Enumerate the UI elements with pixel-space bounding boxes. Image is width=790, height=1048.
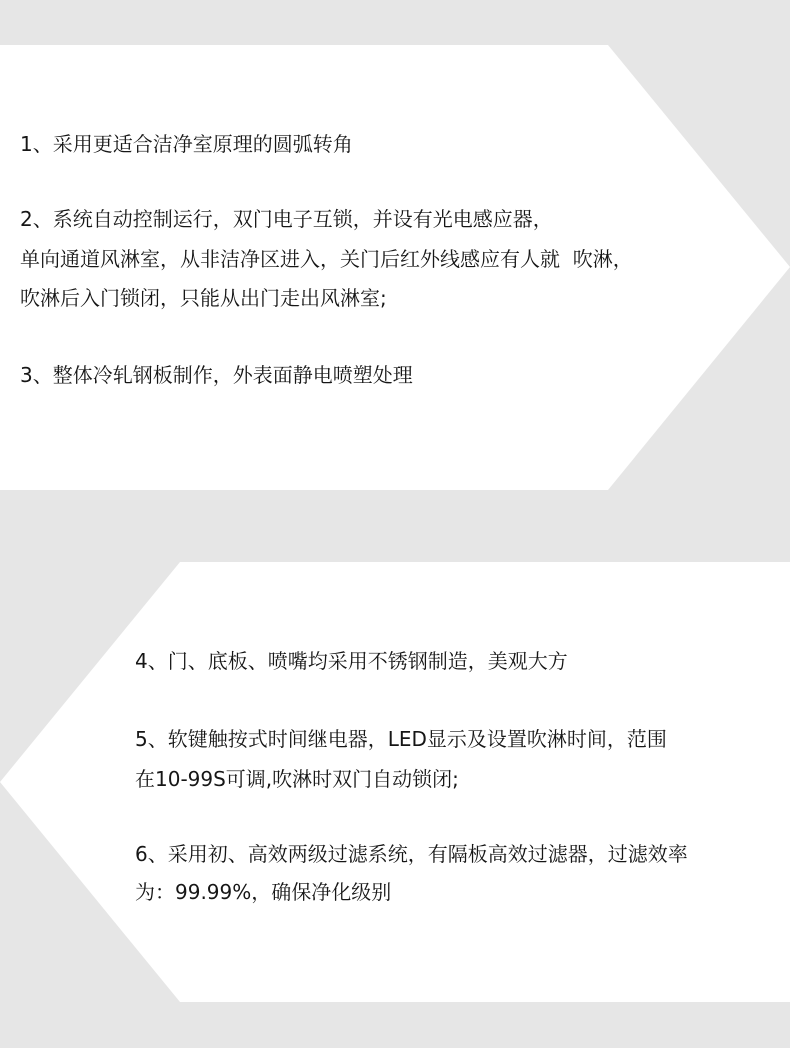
- feature-item-5-line-2: 在10-99S可调,吹淋时双门自动锁闭;: [135, 767, 459, 791]
- feature-item-4: 4、门、底板、喷嘴均采用不锈钢制造，美观大方: [135, 649, 568, 673]
- feature-item-3: 3、整体冷轧钢板制作，外表面静电喷塑处理: [20, 363, 413, 387]
- feature-item-2-line-1: 2、系统自动控制运行，双门电子互锁，并设有光电感应器，: [20, 207, 553, 231]
- feature-item-6-line-1: 6、采用初、高效两级过滤系统，有隔板高效过滤器，过滤效率: [135, 842, 688, 866]
- feature-item-2-line-3: 吹淋后入门锁闭，只能从出门走出风淋室;: [20, 286, 387, 310]
- feature-item-5-line-1: 5、软键触按式时间继电器，LED显示及设置吹淋时间，范围: [135, 727, 667, 751]
- feature-item-1: 1、采用更适合洁净室原理的圆弧转角: [20, 132, 353, 156]
- feature-item-6-line-2: 为：99.99%，确保净化级别: [135, 880, 392, 904]
- feature-item-2-line-2: 单向通道风淋室，从非洁净区进入，关门后红外线感应有人就 吹淋，: [20, 247, 633, 271]
